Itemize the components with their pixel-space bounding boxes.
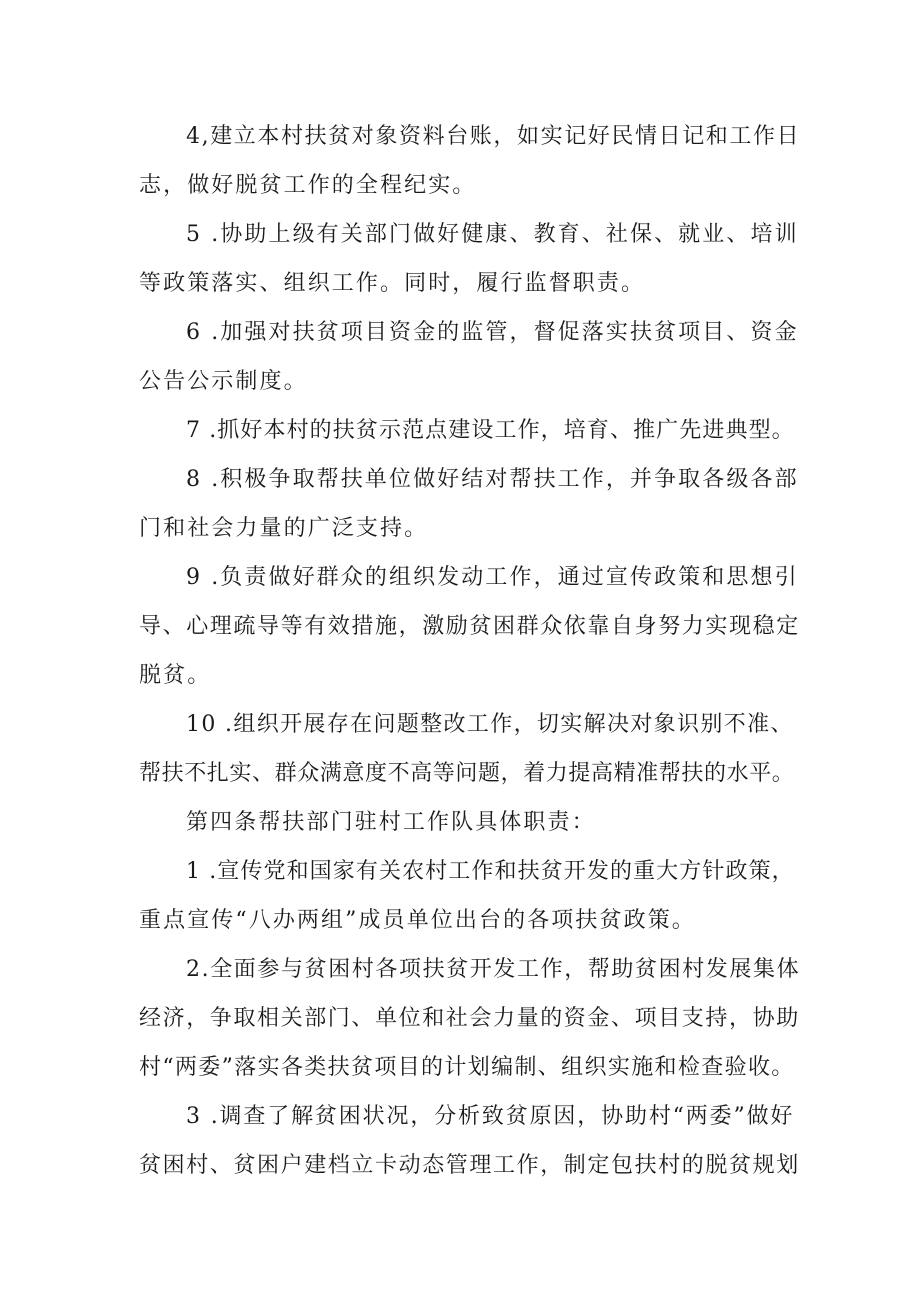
paragraph-line: 9 .负责做好群众的组织发动工作，通过宣传政策和思想引 (186, 565, 799, 590)
paragraph-line: 2.全面参与贫困村各项扶贫开发工作，帮助贫困村发展集体 (186, 957, 801, 982)
paragraph-line: 门和社会力量的广泛支持。 (139, 516, 429, 541)
paragraph-line: 重点宣传“八办两组”成员单位出台的各项扶贫政策。 (139, 908, 696, 933)
paragraph-line: 7 .抓好本村的扶贫示范点建设工作，培育、推广先进典型。 (186, 418, 795, 443)
section-heading: 第四条帮扶部门驻村工作队具体职责： (186, 810, 596, 835)
paragraph-line: 4,建立本村扶贫对象资料台账，如实记好民情日记和工作日 (186, 124, 801, 149)
paragraph-line: 村“两委”落实各类扶贫项目的计划编制、组织实施和检查验收。 (139, 1055, 795, 1080)
paragraph-line: 导、心理疏导等有效措施，激励贫困群众依靠自身努力实现稳定 (139, 614, 800, 639)
paragraph-line: 5 .协助上级有关部门做好健康、教育、社保、就业、培训 (186, 222, 799, 247)
paragraph-line: 等政策落实、组织工作。同时，履行监督职责。 (139, 271, 646, 296)
paragraph-line: 10 .组织开展存在问题整改工作，切实解决对象识别不准、 (186, 712, 794, 737)
paragraph-line: 1 .宣传党和国家有关农村工作和扶贫开发的重大方针政策， (186, 859, 795, 884)
paragraph-line: 6 .加强对扶贫项目资金的监管，督促落实扶贫项目、资金 (186, 320, 799, 345)
paragraph-line: 志，做好脱贫工作的全程纪实。 (139, 173, 477, 198)
paragraph-line: 经济，争取相关部门、单位和社会力量的资金、项目支持，协助 (139, 1006, 800, 1031)
paragraph-line: 8 .积极争取帮扶单位做好结对帮扶工作，并争取各级各部 (186, 467, 799, 492)
paragraph-line: 贫困村、贫困户建档立卡动态管理工作，制定包扶村的脱贫规划 (139, 1153, 800, 1178)
paragraph-line: 脱贫。 (139, 663, 212, 688)
paragraph-line: 帮扶不扎实、群众满意度不高等问题，着力提高精准帮扶的水平。 (139, 761, 795, 786)
paragraph-line: 公告公示制度。 (139, 369, 308, 394)
paragraph-line: 3 .调查了解贫困状况，分析致贫原因，协助村“两委”做好 (186, 1104, 795, 1129)
